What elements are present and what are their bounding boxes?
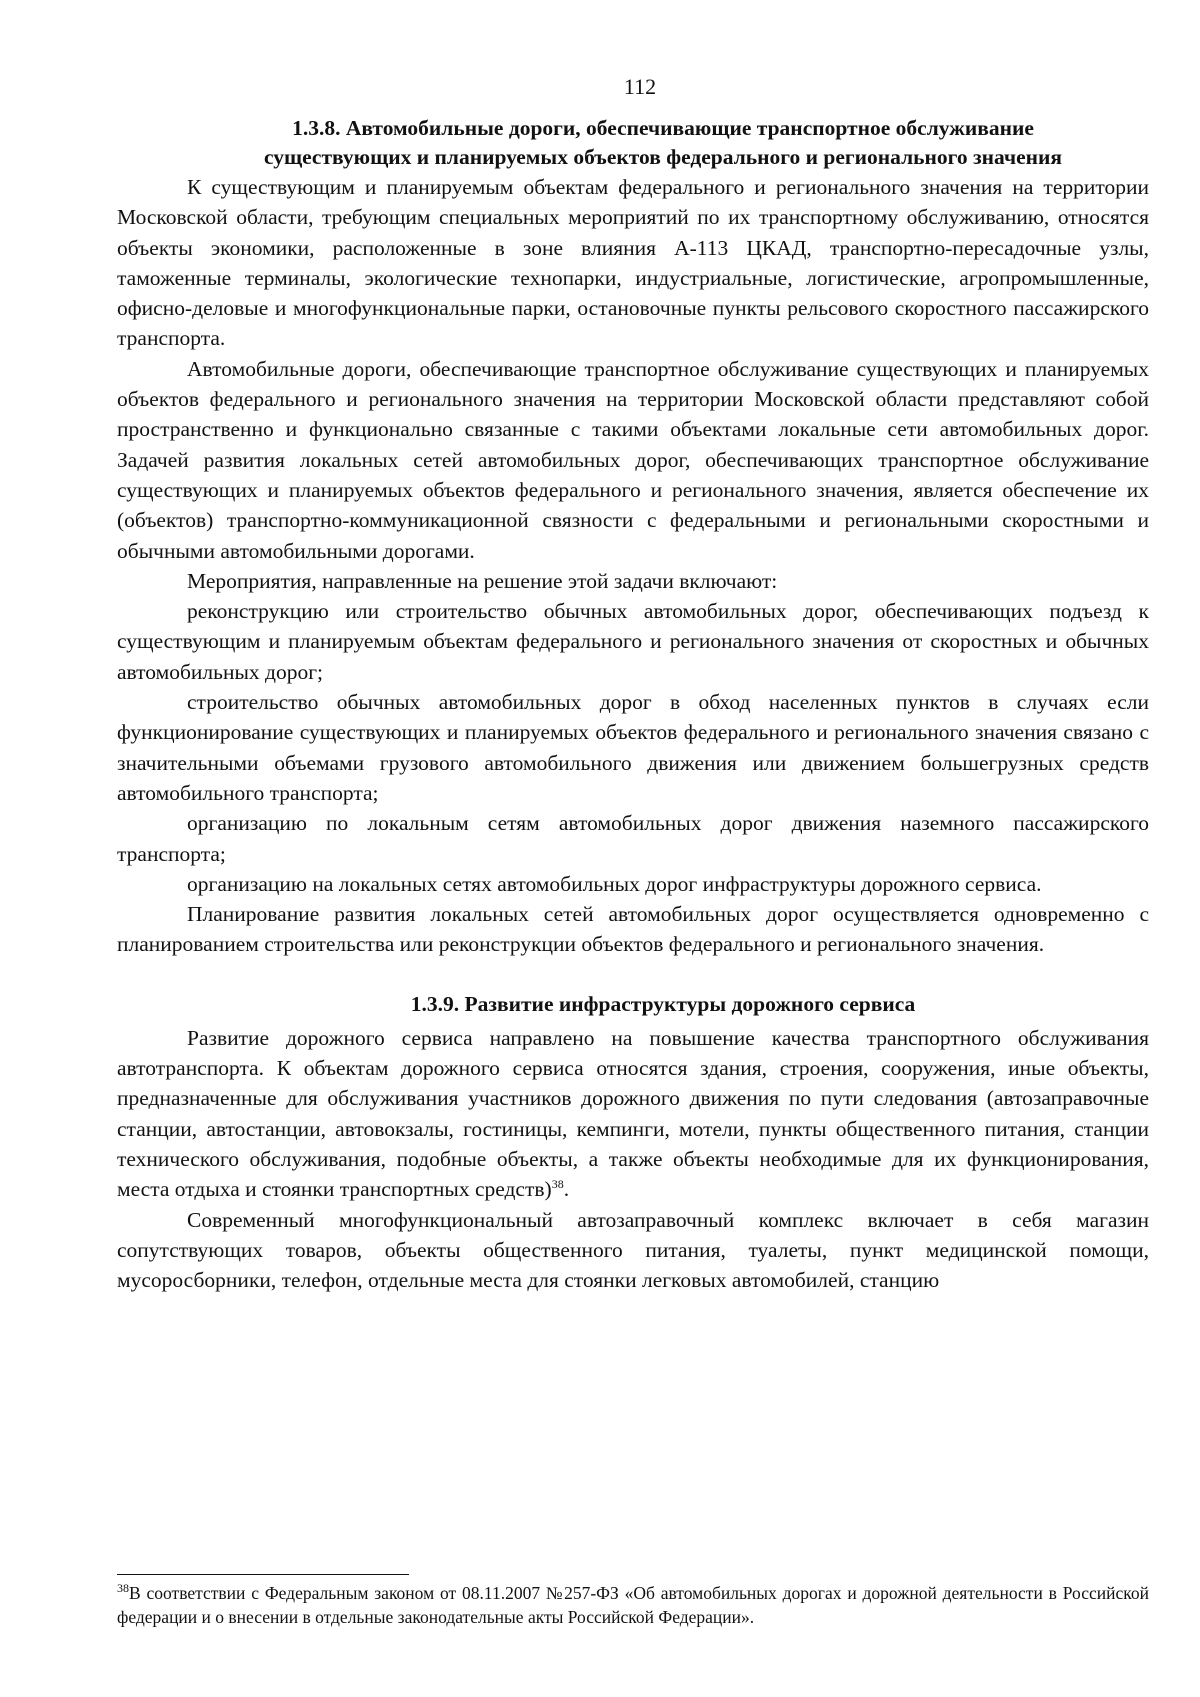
paragraph: Мероприятия, направленные на решение этой задачи включают:	[187, 568, 778, 593]
footnote-reference[interactable]: 38	[551, 1177, 564, 1192]
paragraph-end: .	[563, 1177, 570, 1202]
footnote-text: В соответствии с Федеральным законом от 08.11.2007 №257-ФЗ «Об автомобильных дорогах и дорожной деятельности в Российской федерации и о внесении в отдельные законодательные акты Российской Федерации».	[117, 1583, 1149, 1627]
footnote	[117, 1581, 1149, 1629]
heading-line: 1.3.8. Автомобильные дороги, обеспечивающие транспортное обслуживание	[292, 116, 1034, 140]
list-item-paragraph: реконструкцию или строительство обычных автомобильных дорог, обеспечивающих подъезд к существующим и планируемым объектам федерального и регионального значения от скоростных и обычных автомобильных дорог;	[117, 599, 1149, 684]
page-number: 112	[623, 74, 657, 99]
paragraph: Автомобильные дороги, обеспечивающие транспортное обслуживание существующих и планируемых объектов федерального и регионального значения на территории Московской области представляют собой пространственно и функционально связанные с такими объектами локальные сети автомобильных дорог. Задачей развития локальных сетей автомобильных дорог, обеспечивающих транспортное обслуживание существующих и планируемых объектов федерального и регионального значения, является обеспечение их (объектов) транспортно-коммуникационной связности с федеральными и региональными скоростными и обычными автомобильными дорогами.	[117, 356, 1149, 563]
footnote-separator	[117, 1574, 409, 1575]
list-item-paragraph: организацию на локальных сетях автомобильных дорог инфраструктуры дорожного сервиса.	[187, 871, 1042, 896]
section-heading-1-3-8	[117, 114, 1149, 172]
heading-line: существующих и планируемых объектов федерального и регионального значения	[263, 145, 1063, 169]
paragraph: Планирование развития локальных сетей автомобильных дорог осуществляется одновременно с планированием строительства или реконструкции объектов федерального и регионального значения.	[117, 902, 1149, 957]
page-content	[117, 114, 1149, 1295]
paragraph	[117, 1023, 1149, 1205]
footnote-number: 38	[117, 1581, 129, 1596]
paragraph: К существующим и планируемым объектам федерального и регионального значения на территории Московской области, требующим специальных мероприятий по их транспортному обслуживанию, относятся объекты экономики, расположенные в зоне влияния А-113 ЦКАД, транспортно-пересадочные узлы, таможенные терминалы, экологические технопарки, индустриальные, логистические, агропромышленные, офисно-деловые и многофункциональные парки, остановочные пункты рельсового скоростного пассажирского транспорта.	[117, 175, 1149, 351]
list-item-paragraph: строительство обычных автомобильных дорог в обход населенных пунктов в случаях если функционирование существующих и планируемых объектов федерального и регионального значения связано с значительными объемами грузового автомобильного движения или движением большегрузных средств автомобильного транспорта;	[117, 690, 1149, 805]
paragraph-text: Развитие дорожного сервиса направлено на повышение качества транспортного обслуживания автотранспорта. К объектам дорожного сервиса относятся здания, строения, сооружения, иные объекты, предназначенные для обслуживания участников дорожного движения по пути следования (автозаправочные станции, автостанции, автовокзалы, гостиницы, кемпинги, мотели, пункты общественного питания, станции технического обслуживания, подобные объекты, а также объекты необходимые для их функционирования, места отдыха и стоянки транспортных средств)	[117, 1025, 1149, 1202]
section-heading-1-3-9: 1.3.9. Развитие инфраструктуры дорожного сервиса	[410, 991, 916, 1016]
list-item-paragraph: организацию по локальным сетям автомобильных дорог движения наземного пассажирского транспорта;	[117, 811, 1149, 866]
paragraph: Современный многофункциональный автозаправочный комплекс включает в себя магазин сопутствующих товаров, объекты общественного питания, туалеты, пункт медицинской помощи, мусоросборники, телефон, отдельные места для стоянки легковых автомобилей, станцию	[117, 1207, 1149, 1293]
